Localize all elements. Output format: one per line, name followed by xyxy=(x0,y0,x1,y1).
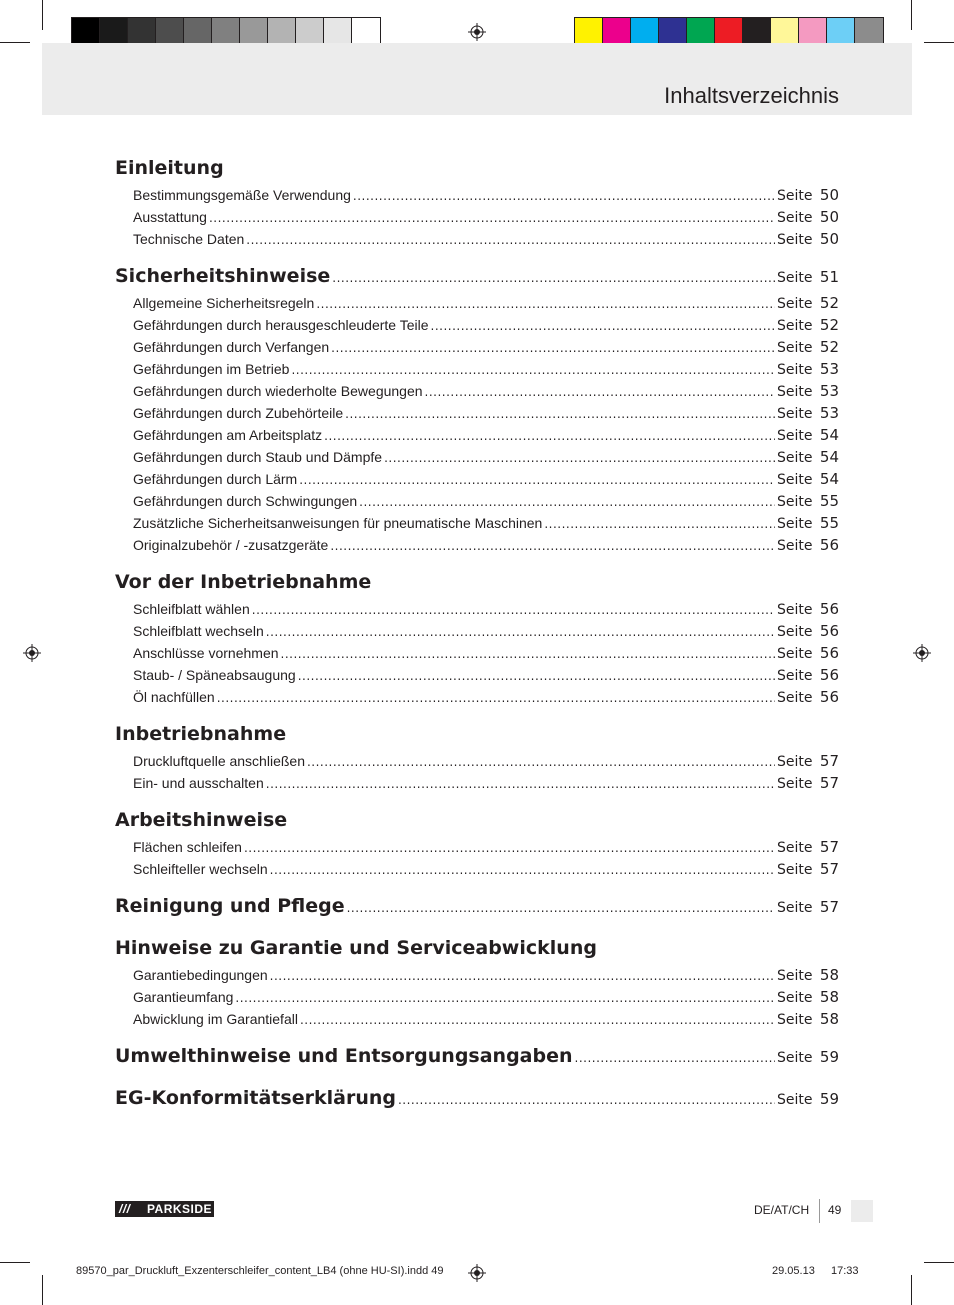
crop-mark xyxy=(42,1275,43,1305)
toc-entry-label: Schleifteller wechseln xyxy=(133,861,268,877)
parkside-logo xyxy=(115,1201,214,1217)
color-swatch xyxy=(100,18,128,45)
slug-date: 29.05.13 xyxy=(772,1265,815,1277)
registration-mark-icon xyxy=(913,644,931,662)
color-swatch xyxy=(855,18,883,45)
page-word: Seite xyxy=(777,232,813,248)
registration-mark-icon xyxy=(468,23,486,41)
color-swatch xyxy=(212,18,240,45)
page-word: Seite xyxy=(777,296,813,312)
logo-text: PARKSIDE xyxy=(146,1202,213,1216)
toc-page-number: 56 xyxy=(819,688,839,706)
toc-entry[interactable] xyxy=(115,964,839,986)
toc-section-heading[interactable] xyxy=(115,718,839,750)
toc-section-heading[interactable] xyxy=(115,260,839,292)
crop-mark xyxy=(911,0,912,30)
color-swatch xyxy=(687,18,715,45)
toc-section-title: Vor der Inbetriebnahme xyxy=(115,571,372,593)
dot-leader xyxy=(575,1042,775,1074)
toc-section xyxy=(115,932,839,1030)
color-swatch xyxy=(743,18,771,45)
toc-entry[interactable] xyxy=(115,184,839,206)
toc-entry-label: Abwicklung im Garantiefall xyxy=(133,1011,298,1027)
toc-page-number: 54 xyxy=(819,470,839,488)
toc-section-heading[interactable] xyxy=(115,932,839,964)
toc-entry[interactable] xyxy=(115,358,839,380)
color-swatch xyxy=(128,18,156,45)
toc-entry-label: Gefährdungen durch Zubehörteile xyxy=(133,405,344,421)
toc-entry-label: Öl nachfüllen xyxy=(133,689,215,705)
page-word: Seite xyxy=(777,428,813,444)
toc-entry[interactable] xyxy=(115,686,839,708)
page-word: Seite xyxy=(777,340,813,356)
toc-page-number: 55 xyxy=(819,514,839,532)
toc-page-number: 57 xyxy=(819,860,839,878)
toc-section-title: Hinweise zu Garantie und Serviceabwicklung xyxy=(115,937,597,959)
dot-leader xyxy=(347,892,775,924)
page-word: Seite xyxy=(777,624,813,640)
color-swatch xyxy=(184,18,212,45)
toc-section-title: Arbeitshinweise xyxy=(115,809,288,831)
color-swatch xyxy=(631,18,659,45)
toc-entry[interactable] xyxy=(115,986,839,1008)
color-swatch xyxy=(324,18,352,45)
footer-page-number: 49 xyxy=(828,1203,842,1217)
toc-page-number: 54 xyxy=(819,426,839,444)
toc-page-number: 52 xyxy=(819,338,839,356)
toc-entry-label: Gefährdungen am Arbeitsplatz xyxy=(133,427,323,443)
page-word: Seite xyxy=(777,776,813,792)
toc-section-title: Reinigung und Pflege xyxy=(115,895,345,917)
page-word: Seite xyxy=(777,384,813,400)
toc-section xyxy=(115,804,839,880)
color-swatch xyxy=(296,18,324,45)
toc-entry[interactable] xyxy=(115,314,839,336)
dot-leader xyxy=(345,403,775,425)
dot-leader xyxy=(298,665,775,687)
logo-slashes: /// xyxy=(119,1202,131,1216)
color-swatch xyxy=(156,18,184,45)
toc-entry-label: Staub- / Späneabsaugung xyxy=(133,667,296,683)
toc-page-number: 50 xyxy=(819,208,839,226)
toc-page-number: 56 xyxy=(819,536,839,554)
toc-page-number: 51 xyxy=(819,268,839,286)
color-swatch xyxy=(575,18,603,45)
crop-mark xyxy=(42,0,43,30)
toc-entry-label: Garantieumfang xyxy=(133,989,234,1005)
color-swatch xyxy=(799,18,827,45)
color-swatch xyxy=(715,18,743,45)
toc-section xyxy=(115,718,839,794)
toc-section-title: Einleitung xyxy=(115,157,224,179)
crop-mark xyxy=(0,1262,30,1263)
page-word: Seite xyxy=(777,450,813,466)
dot-leader xyxy=(252,599,775,621)
toc-page-number: 58 xyxy=(819,1010,839,1028)
toc-page-number: 50 xyxy=(819,186,839,204)
dot-leader xyxy=(398,1084,775,1116)
toc-entry-label: Anschlüsse vornehmen xyxy=(133,645,279,661)
page-word: Seite xyxy=(777,318,813,334)
page-word: Seite xyxy=(777,690,813,706)
toc-entry[interactable] xyxy=(115,772,839,794)
toc-entry-label: Gefährdungen durch herausgeschleuderte Teile xyxy=(133,317,429,333)
page-word: Seite xyxy=(777,900,813,916)
dot-leader xyxy=(299,469,775,491)
toc-section-heading[interactable] xyxy=(115,804,839,836)
dot-leader xyxy=(209,207,775,229)
dot-leader xyxy=(244,837,775,859)
toc-page-number: 53 xyxy=(819,404,839,422)
dot-leader xyxy=(425,381,775,403)
page-word: Seite xyxy=(777,668,813,684)
toc-page-number: 59 xyxy=(819,1048,839,1066)
process-color-bar xyxy=(574,17,884,46)
registration-mark-icon xyxy=(468,1264,486,1282)
toc-entry[interactable] xyxy=(115,836,839,858)
toc-entry[interactable] xyxy=(115,1008,839,1030)
toc-section-title: Sicherheitshinweise xyxy=(115,265,331,287)
toc-entry-label: Druckluftquelle anschließen xyxy=(133,753,305,769)
toc-entry-label: Schleifblatt wechseln xyxy=(133,623,264,639)
page-title: Inhaltsverzeichnis xyxy=(664,83,839,108)
toc-section xyxy=(115,260,839,556)
toc-entry[interactable] xyxy=(115,228,839,250)
toc-page-number: 57 xyxy=(819,898,839,916)
toc-entry-label: Schleifblatt wählen xyxy=(133,601,250,617)
color-swatch xyxy=(352,18,380,45)
table-of-contents xyxy=(115,152,839,1114)
color-swatch xyxy=(659,18,687,45)
dot-leader xyxy=(300,1009,775,1031)
toc-entry[interactable] xyxy=(115,598,839,620)
footer-language: DE/AT/CH xyxy=(754,1203,810,1217)
toc-entry-label: Gefährdungen durch Schwingungen xyxy=(133,493,358,509)
toc-entry[interactable] xyxy=(115,292,839,314)
toc-entry[interactable] xyxy=(115,620,839,642)
toc-entry[interactable] xyxy=(115,402,839,424)
toc-page-number: 56 xyxy=(819,622,839,640)
page-word: Seite xyxy=(777,210,813,226)
toc-page-number: 52 xyxy=(819,316,839,334)
dot-leader xyxy=(359,491,775,513)
toc-entry[interactable] xyxy=(115,206,839,228)
page-word: Seite xyxy=(777,646,813,662)
toc-page-number: 57 xyxy=(819,838,839,856)
toc-entry-label: Gefährdungen durch wiederholte Bewegungen xyxy=(133,383,423,399)
dot-leader xyxy=(330,535,775,557)
toc-entry-label: Gefährdungen durch Lärm xyxy=(133,471,298,487)
page-word: Seite xyxy=(777,840,813,856)
toc-page-number: 52 xyxy=(819,294,839,312)
dot-leader xyxy=(217,687,775,709)
toc-entry[interactable] xyxy=(115,446,839,468)
page-word: Seite xyxy=(777,270,813,286)
toc-page-number: 56 xyxy=(819,644,839,662)
toc-section-title: Inbetriebnahme xyxy=(115,723,287,745)
toc-page-number: 58 xyxy=(819,966,839,984)
toc-entry-label: Originalzubehör / -zusatzgeräte xyxy=(133,537,329,553)
toc-entry[interactable] xyxy=(115,750,839,772)
color-swatch xyxy=(603,18,631,45)
toc-section-title: Umwelthinweise und Entsorgungsangaben xyxy=(115,1045,573,1067)
toc-page-number: 53 xyxy=(819,382,839,400)
page-word: Seite xyxy=(777,754,813,770)
toc-entry[interactable] xyxy=(115,336,839,358)
dot-leader xyxy=(384,447,775,469)
dot-leader xyxy=(431,315,775,337)
page-word: Seite xyxy=(777,1092,813,1108)
toc-page-number: 54 xyxy=(819,448,839,466)
toc-entry[interactable] xyxy=(115,424,839,446)
crop-mark xyxy=(924,42,954,43)
page-word: Seite xyxy=(777,188,813,204)
page-word: Seite xyxy=(777,538,813,554)
dot-leader xyxy=(316,293,775,315)
toc-entry[interactable] xyxy=(115,664,839,686)
toc-entry[interactable] xyxy=(115,490,839,512)
toc-page-number: 57 xyxy=(819,774,839,792)
page-word: Seite xyxy=(777,472,813,488)
dot-leader xyxy=(246,229,775,251)
toc-section xyxy=(115,566,839,708)
grayscale-color-bar xyxy=(71,17,381,46)
toc-section-heading[interactable] xyxy=(115,1082,839,1114)
toc-page-number: 58 xyxy=(819,988,839,1006)
toc-entry-label: Technische Daten xyxy=(133,231,245,247)
slug-time: 17:33 xyxy=(831,1265,859,1277)
page-word: Seite xyxy=(777,406,813,422)
dot-leader xyxy=(235,987,775,1009)
toc-entry-label: Bestimmungsgemäße Verwendung xyxy=(133,187,351,203)
dot-leader xyxy=(544,513,775,535)
color-swatch xyxy=(240,18,268,45)
toc-section xyxy=(115,1040,839,1072)
toc-page-number: 57 xyxy=(819,752,839,770)
toc-entry-label: Ausstattung xyxy=(133,209,207,225)
toc-section-heading[interactable] xyxy=(115,152,839,184)
crop-mark xyxy=(0,42,30,43)
page-word: Seite xyxy=(777,1050,813,1066)
dot-leader xyxy=(270,859,775,881)
dot-leader xyxy=(266,621,775,643)
registration-mark-icon xyxy=(23,644,41,662)
toc-section-heading[interactable] xyxy=(115,1040,839,1072)
color-swatch xyxy=(827,18,855,45)
toc-section xyxy=(115,890,839,922)
toc-entry-label: Gefährdungen durch Verfangen xyxy=(133,339,330,355)
toc-section-heading[interactable] xyxy=(115,890,839,922)
dot-leader xyxy=(353,185,775,207)
page-word: Seite xyxy=(777,602,813,618)
page-word: Seite xyxy=(777,968,813,984)
page-word: Seite xyxy=(777,862,813,878)
toc-entry[interactable] xyxy=(115,380,839,402)
crop-mark xyxy=(911,1275,912,1305)
crop-mark xyxy=(924,1262,954,1263)
page-word: Seite xyxy=(777,990,813,1006)
toc-page-number: 53 xyxy=(819,360,839,378)
toc-entry[interactable] xyxy=(115,642,839,664)
dot-leader xyxy=(281,643,775,665)
toc-entry-label: Ein- und ausschalten xyxy=(133,775,264,791)
dot-leader xyxy=(291,359,775,381)
dot-leader xyxy=(270,965,775,987)
toc-entry[interactable] xyxy=(115,858,839,880)
toc-page-number: 55 xyxy=(819,492,839,510)
page-word: Seite xyxy=(777,362,813,378)
toc-section-heading[interactable] xyxy=(115,566,839,598)
toc-entry-label: Zusätzliche Sicherheitsanweisungen für pneumatische Maschinen xyxy=(133,515,543,531)
page-word: Seite xyxy=(777,1012,813,1028)
toc-page-number: 50 xyxy=(819,230,839,248)
toc-page-number: 56 xyxy=(819,666,839,684)
page-word: Seite xyxy=(777,494,813,510)
toc-entry[interactable] xyxy=(115,534,839,556)
page-word: Seite xyxy=(777,516,813,532)
toc-page-number: 56 xyxy=(819,600,839,618)
toc-section xyxy=(115,152,839,250)
color-swatch xyxy=(771,18,799,45)
toc-entry-label: Flächen schleifen xyxy=(133,839,242,855)
toc-entry-label: Garantiebedingungen xyxy=(133,967,268,983)
dot-leader xyxy=(331,337,775,359)
toc-entry[interactable] xyxy=(115,468,839,490)
toc-entry-label: Allgemeine Sicherheitsregeln xyxy=(133,295,315,311)
toc-entry-label: Gefährdungen durch Staub und Dämpfe xyxy=(133,449,383,465)
dot-leader xyxy=(332,262,775,294)
dot-leader xyxy=(307,751,775,773)
color-swatch xyxy=(72,18,100,45)
toc-section-title: EG-Konformitätserklärung xyxy=(115,1087,396,1109)
footer-tab-box xyxy=(851,1200,873,1222)
footer-divider xyxy=(819,1199,820,1223)
toc-section xyxy=(115,1082,839,1114)
toc-entry-label: Gefährdungen im Betrieb xyxy=(133,361,290,377)
color-swatch xyxy=(268,18,296,45)
dot-leader xyxy=(266,773,775,795)
dot-leader xyxy=(324,425,775,447)
toc-entry[interactable] xyxy=(115,512,839,534)
toc-page-number: 59 xyxy=(819,1090,839,1108)
slug-filename: 89570_par_Druckluft_Exzenterschleifer_content_LB4 (ohne HU-SI).indd 49 xyxy=(76,1265,444,1277)
